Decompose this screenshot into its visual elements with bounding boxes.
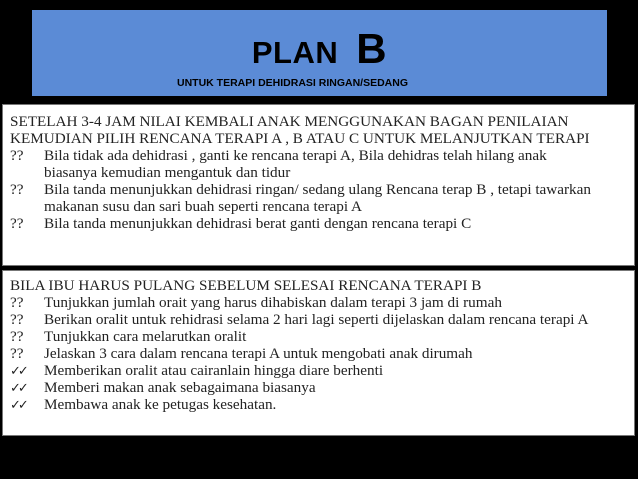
panel-heading: BILA IBU HARUS PULANG SEBELUM SELESAI RENCANA TERAPI B (10, 277, 482, 294)
list-marker: ?? (10, 311, 24, 328)
title-word: PLAN (251, 35, 339, 70)
title-letter: B (356, 25, 388, 72)
checkmark-icon: ✓✓ (10, 380, 26, 395)
list-item-line: makanan susu dan sari buah seperti rencana terapi A (44, 198, 362, 215)
list-item-text: Berikan oralit untuk rehidrasi selama 2 hari lagi seperti dijelaskan dalam rencana terapi A (44, 311, 589, 328)
list-item (10, 181, 634, 215)
title-banner (32, 10, 607, 96)
list-item-text: Memberikan oralit atau cairanlain hingga diare berhenti (44, 362, 384, 379)
reassessment-panel (2, 104, 635, 266)
home-instructions-panel (2, 270, 635, 436)
list-item-text: Tunjukkan jumlah orait yang harus dihabiskan dalam terapi 3 jam di rumah (44, 294, 502, 311)
list-item (10, 396, 634, 413)
list-item-line: biasanya kemudian mengantuk dan tidur (44, 164, 291, 181)
list-item (10, 328, 634, 345)
list-marker: ?? (10, 294, 24, 311)
list-marker: ?? (10, 328, 24, 345)
list-marker: ?? (10, 215, 24, 232)
list-item-text: Membawa anak ke petugas kesehatan. (44, 396, 277, 413)
list-item (10, 215, 634, 232)
panel-heading-line: SETELAH 3-4 JAM NILAI KEMBALI ANAK MENGGUNAKAN BAGAN PENILAIAN (10, 113, 569, 130)
list-marker: ?? (10, 181, 24, 198)
list-item (10, 345, 634, 362)
list-item-line: Bila tidak ada dehidrasi , ganti ke rencana terapi A, Bila dehidras telah hilang anak (44, 147, 547, 164)
list-item-text: Jelaskan 3 cara dalam rencana terapi A untuk mengobati anak dirumah (44, 345, 473, 362)
list-marker: ?? (10, 345, 24, 362)
list-item (10, 362, 634, 379)
page-title (32, 25, 607, 72)
panel-heading-line: KEMUDIAN PILIH RENCANA TERAPI A , B ATAU C UNTUK MELANJUTKAN TERAPI (10, 130, 590, 147)
list-item-line: Bila tanda menunjukkan dehidrasi berat ganti dengan rencana terapi C (44, 215, 472, 232)
subtitle: UNTUK TERAPI DEHIDRASI RINGAN/SEDANG (177, 77, 409, 89)
checkmark-icon: ✓✓ (10, 363, 26, 378)
list-item (10, 294, 634, 311)
checkmark-icon: ✓✓ (10, 397, 26, 412)
list-item-text: Memberi makan anak sebagaimana biasanya (44, 379, 316, 396)
list-item (10, 147, 634, 181)
list-item-text: Tunjukkan cara melarutkan oralit (44, 328, 247, 345)
list-marker: ?? (10, 147, 24, 164)
list-item-line: Bila tanda menunjukkan dehidrasi ringan/ sedang ulang Rencana terap B , tetapi tawarkan (44, 181, 591, 198)
list-item (10, 379, 634, 396)
list-item (10, 311, 634, 328)
